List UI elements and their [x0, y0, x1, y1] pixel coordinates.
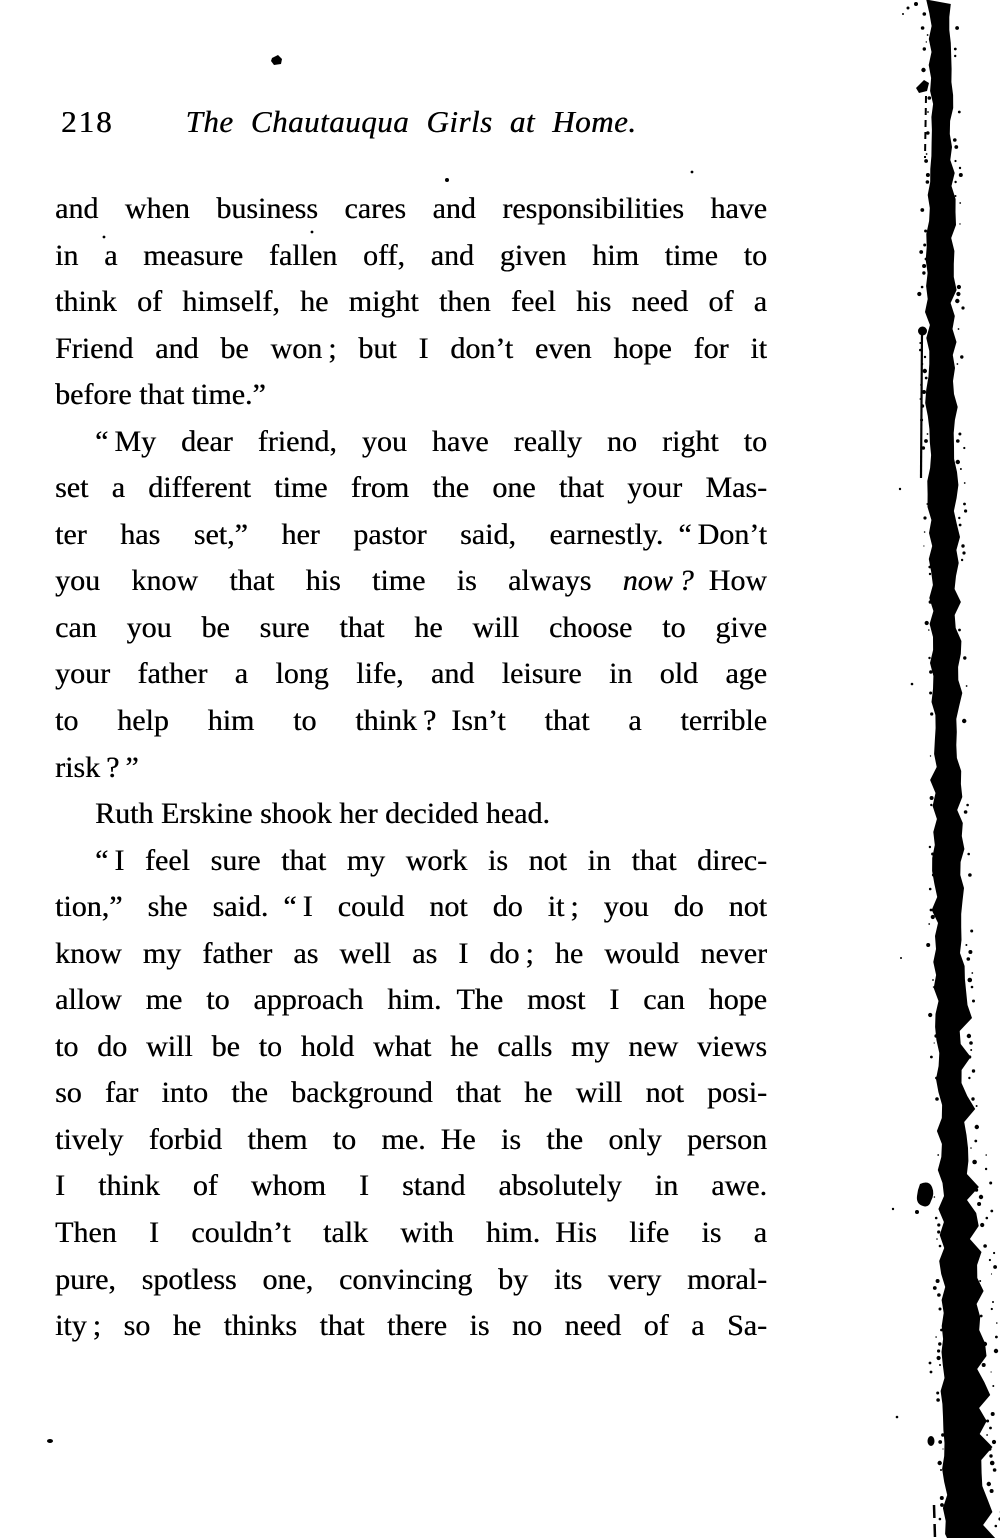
scan-gutter-marks [915, 80, 935, 1538]
paragraph [55, 838, 767, 1350]
text-segment: you know that his time is always [55, 564, 623, 598]
text-segment: know my father as well as I do ; he would never [55, 936, 767, 970]
text-line [55, 233, 767, 280]
text-line [55, 419, 767, 466]
text-segment: can you be sure that he will choose to give [55, 610, 767, 644]
scan-gutter-speckles [917, 12, 1000, 1527]
text-line [55, 838, 767, 885]
ink-speck [47, 1439, 53, 1443]
text-segment: pure, spotless one, convincing by its very moral- [55, 1262, 767, 1296]
text-line [55, 1024, 767, 1071]
text-segment: allow me to approach him. The most I can hope [55, 983, 767, 1017]
scan-scratch-line [921, 331, 922, 478]
ink-speck [900, 957, 902, 959]
ink-speck [899, 488, 901, 490]
text-line [55, 1303, 767, 1350]
scan-gutter-band [925, 0, 995, 1538]
text-line [55, 1117, 767, 1164]
scan-blob-mark [917, 1183, 933, 1207]
ink-speck [892, 1208, 894, 1210]
scan-scratch-line [925, 96, 926, 158]
text-line [55, 186, 767, 233]
text-segment: tively forbid them to me. He is the only person [55, 1122, 767, 1156]
paragraph [55, 186, 767, 419]
text-segment: to do will be to hold what he calls my new views [55, 1029, 767, 1063]
ink-speck [691, 171, 694, 174]
page-number: 218 [61, 104, 114, 139]
text-line [55, 512, 767, 559]
text-segment: before that time.” [55, 378, 266, 412]
text-segment: set a different time from the one that your Mas- [55, 471, 767, 505]
ink-speck [271, 55, 282, 65]
text-segment: Ruth Erskine shook her decided head. [95, 797, 550, 831]
running-title: The Chautauqua Girls at Home. [185, 104, 637, 139]
text-segment: in a measure fallen off, and given him time to [55, 238, 767, 272]
text-segment: “ My dear friend, you have really no right to [95, 424, 767, 458]
text-line [55, 931, 767, 978]
ink-speck [902, 13, 904, 15]
ink-speck [445, 178, 449, 182]
scan-arrow-mark [916, 80, 929, 93]
text-line [55, 605, 767, 652]
text-line [55, 977, 767, 1024]
text-line [55, 698, 767, 745]
text-segment: so far into the background that he will not posi- [55, 1076, 767, 1110]
text-segment: your father a long life, and leisure in old age [55, 657, 767, 691]
ink-speck [929, 1362, 932, 1365]
text-line [55, 791, 767, 838]
text-line [55, 326, 767, 373]
paragraph [55, 791, 767, 838]
text-segment: ity ; so he thinks that there is no need of a Sa- [55, 1309, 767, 1343]
text-segment: Then I couldn’t talk with him. His life is a [55, 1216, 767, 1250]
ink-speck [930, 1371, 933, 1374]
text-segment: risk ? ” [55, 750, 139, 784]
text-segment-italic: now ? [622, 564, 694, 598]
text-segment: think of himself, he might then feel his need of a [55, 285, 767, 319]
ink-speck [911, 683, 914, 686]
text-segment: “ I feel sure that my work is not in that direc- [95, 843, 767, 877]
ink-speck [907, 7, 910, 10]
text-line [55, 465, 767, 512]
text-segment: Friend and be won ; but I don’t even hope for it [55, 331, 767, 365]
text-segment: I think of whom I stand absolutely in awe. [55, 1169, 767, 1203]
text-line [55, 884, 767, 931]
scan-blob-mark [915, 1210, 919, 1214]
scan-scratch-line [934, 1505, 935, 1538]
ink-speck [914, 2, 918, 6]
text-line [55, 651, 767, 698]
text-line [55, 745, 767, 792]
text-segment: How [693, 564, 767, 598]
body-text [55, 186, 767, 1350]
text-line [55, 1210, 767, 1257]
text-segment: and when business cares and responsibilities have [55, 192, 767, 225]
text-line [55, 1257, 767, 1304]
text-line [55, 1163, 767, 1210]
text-segment: to help him to think ? Isn’t that a terrible [55, 704, 767, 738]
text-line [55, 558, 767, 605]
text-segment: tion,” she said. “ I could not do it ; you do not [55, 890, 767, 924]
scan-blob-mark [928, 1436, 935, 1446]
text-line [55, 372, 767, 419]
ink-speck [896, 1416, 899, 1419]
text-segment: ter has set,” her pastor said, earnestly. “ Don’t [55, 517, 767, 551]
paragraph [55, 419, 767, 791]
page-header [55, 103, 767, 149]
text-line [55, 1070, 767, 1117]
text-line [55, 279, 767, 326]
scan-blob-mark [918, 327, 927, 336]
